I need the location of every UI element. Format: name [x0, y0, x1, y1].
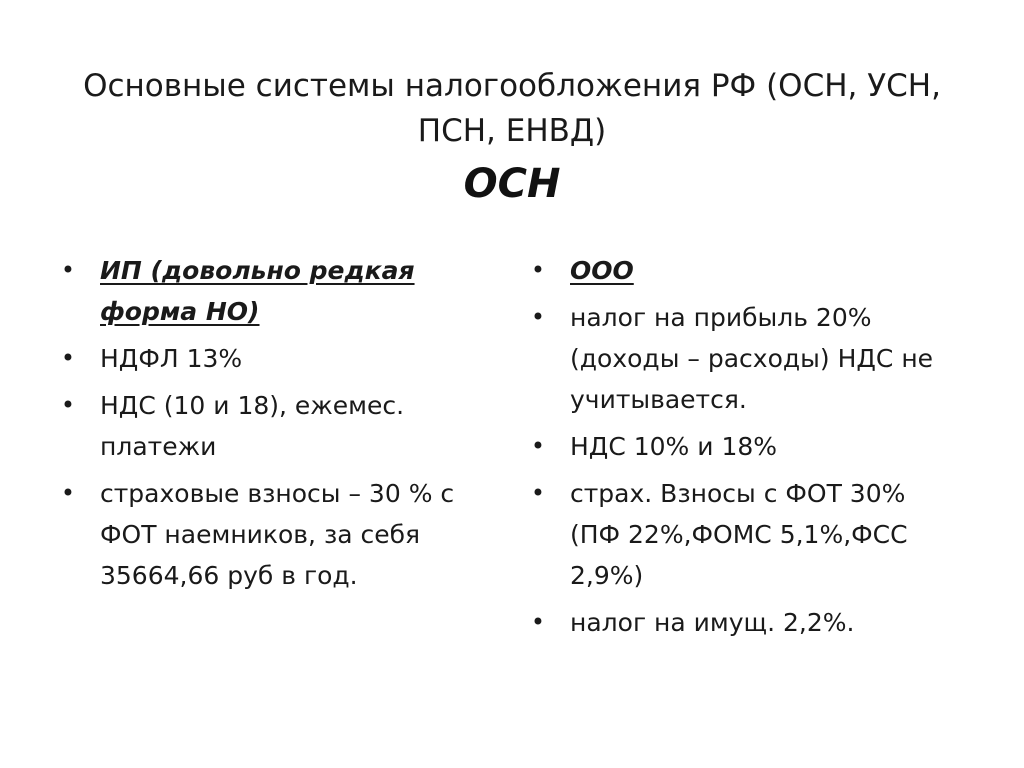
- list-item: [528, 473, 958, 596]
- bullet-icon: •: [530, 303, 546, 331]
- bullet-icon: •: [530, 479, 546, 507]
- bullet-icon: •: [60, 344, 76, 372]
- bullet-icon: •: [530, 432, 546, 460]
- list-item-text: налог на имущ. 2,2%.: [570, 608, 855, 637]
- right-bullet-list: [528, 250, 958, 643]
- list-item-text: страх. Взносы с ФОТ 30% (ПФ 22%,ФОМС 5,1%,ФСС 2,9%): [570, 479, 908, 590]
- right-column: [528, 250, 958, 649]
- list-item-text: ИП (довольно редкая форма НО): [100, 256, 415, 326]
- bullet-icon: •: [530, 608, 546, 636]
- bullet-icon: •: [60, 256, 76, 284]
- list-item-text: налог на прибыль 20% (доходы – расходы) НДС не учитывается.: [570, 303, 934, 414]
- list-item: [58, 338, 498, 379]
- left-bullet-list: [58, 250, 498, 596]
- bullet-icon: •: [530, 256, 546, 284]
- list-item-text: страховые взносы – 30 % с ФОТ наемников, за себя 35664,66 руб в год.: [100, 479, 455, 590]
- list-item: [58, 473, 498, 596]
- list-item: [58, 385, 498, 467]
- list-item: [528, 426, 958, 467]
- bullet-icon: •: [60, 391, 76, 419]
- bullet-icon: •: [60, 479, 76, 507]
- list-item-text: НДС 10% и 18%: [570, 432, 778, 461]
- title-line-1: Основные системы налогообложения РФ (ОСН, УСН,: [83, 68, 941, 104]
- list-item: [58, 250, 498, 332]
- list-item: [528, 297, 958, 420]
- list-item-text: НДС (10 и 18), ежемес. платежи: [100, 391, 405, 461]
- title-line-2: ПСН, ЕНВД): [417, 113, 607, 149]
- list-item-text: НДФЛ 13%: [100, 344, 243, 373]
- list-item: [528, 602, 958, 643]
- slide-title: [60, 64, 964, 210]
- list-item: [528, 250, 958, 291]
- left-column: [58, 250, 498, 602]
- slide-subtitle: ОСН: [463, 161, 561, 207]
- list-item-text: ООО: [570, 256, 634, 285]
